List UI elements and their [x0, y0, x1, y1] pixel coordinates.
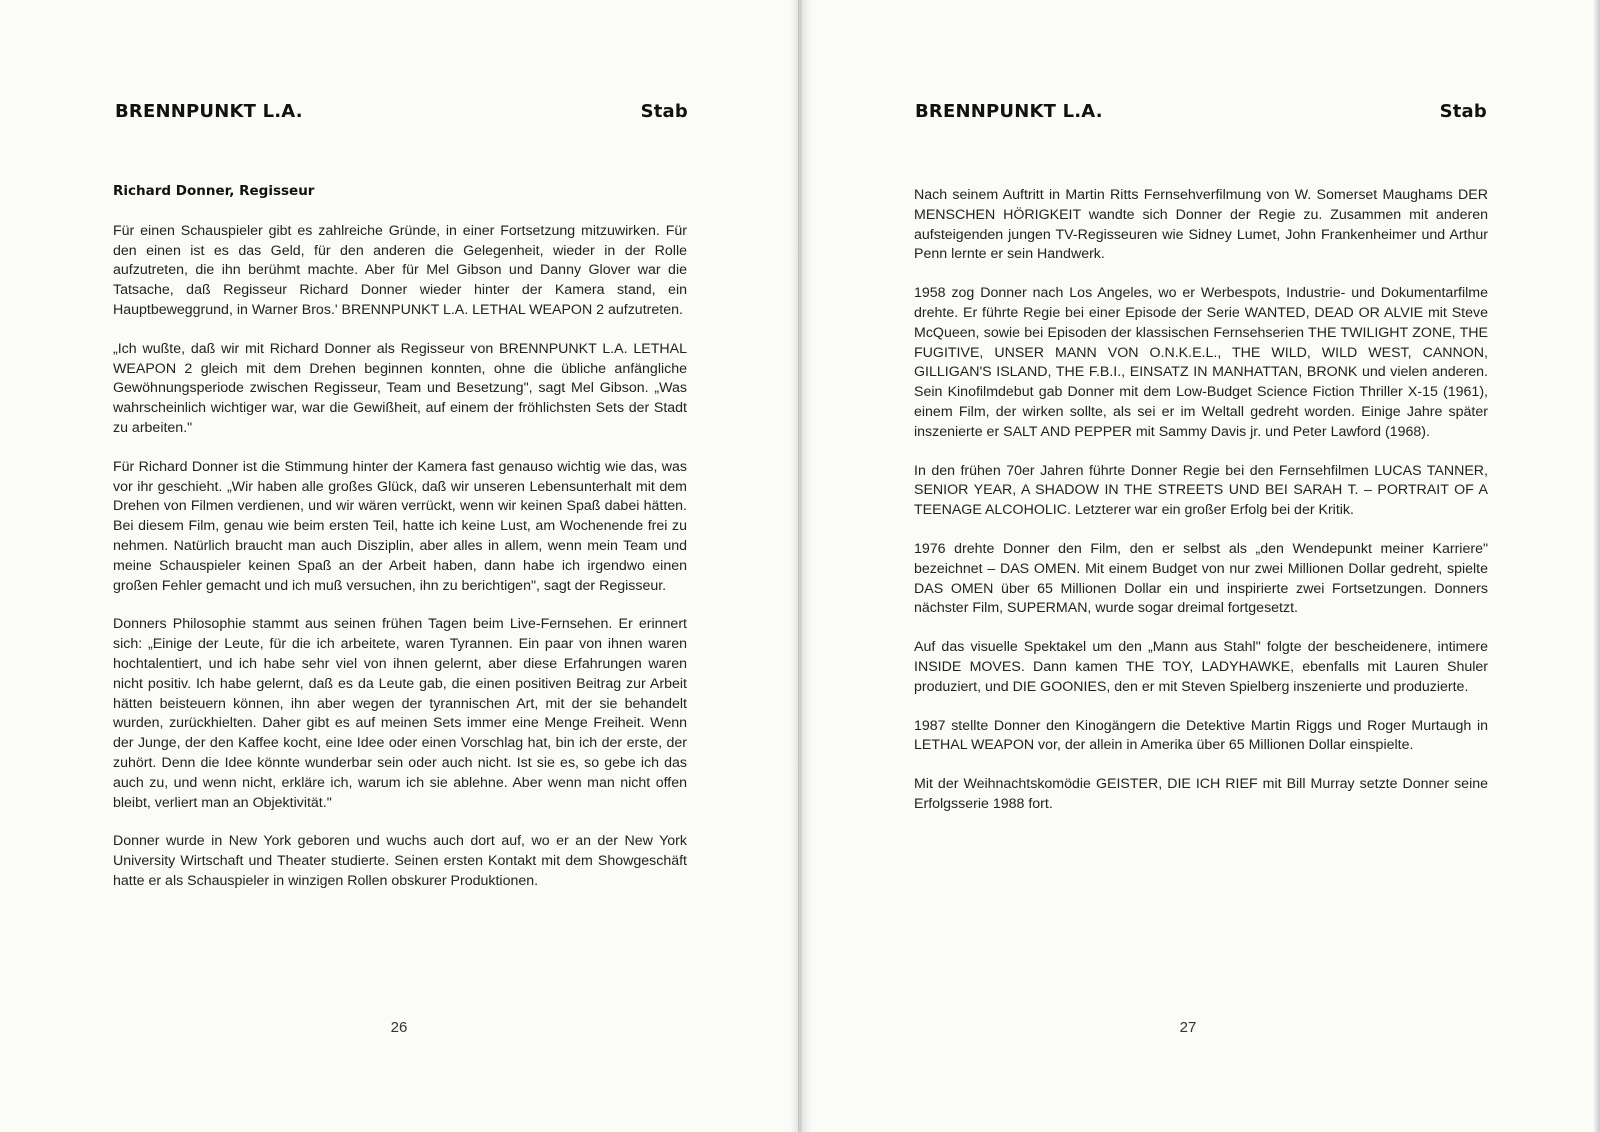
right-page — [801, 0, 1600, 1132]
header-title: BRENNPUNKT L.A. — [115, 101, 303, 122]
paragraph: Mit der Weihnachtskomödie GEISTER, DIE ICH RIEF mit Bill Murray setzte Donner seine Erfolgsserie 1988 fort. — [914, 776, 1488, 812]
paragraph: Für einen Schauspieler gibt es zahlreiche Gründe, in einer Fortsetzung mitzuwirken. Für den einen ist es das Geld, für den anderen die Gelegenheit, wieder in der Rolle aufzutreten, die ihn berühmt machte. Aber für Mel Gibson und Danny Glover war die Tatsache, daß Regisseur Richard Donner wieder hinter der Kamera stand, ein Hauptbeweggrund, in Warner Bros.' BRENNPUNKT L.A. LETHAL WEAPON 2 aufzutreten. — [113, 222, 687, 318]
paragraph: 1987 stellte Donner den Kinogängern die Detektive Martin Riggs und Roger Murtaugh in LETHAL WEAPON vor, der allein in Amerika über 65 Millionen Dollar einspielte. — [914, 717, 1488, 754]
header-title: BRENNPUNKT L.A. — [915, 101, 1103, 122]
paragraph: Donners Philosophie stammt aus seinen frühen Tagen beim Live-Fernsehen. Er erinnert sich: „Einige der Leute, für die ich arbeitete, waren Tyrannen. Ein paar von ihnen waren hochtalentiert, und ich habe sehr viel von ihnen gelernt, aber diese Erfahrungen waren nicht positiv. Ich habe gelernt, daß es da Leute gab, die einen positiven Beitrag zur Arbeit hätten beisteuern können, ihn aber wegen der tyrannischen Art, mit der sie behandelt wurden, zurückhielten. Daher gibt es auf meinen Sets immer eine Menge Freiheit. Wenn der Junge, der den Kaffee kocht, eine Idee oder einen Vorschlag hat, bin ich der erste, der zuhört. Denn die Idee könnte wunderbar sein oder auch nicht. Ist sie es, so gebe ich das auch zu, und wenn nicht, erkläre ich, warum ich sie ablehne. Aber wenn man nicht offen bleibt, verliert man an Objektivität." — [113, 616, 687, 811]
paragraph: 1976 drehte Donner den Film, den er selbst als „den Wendepunkt meiner Karriere" bezeichnet – DAS OMEN. Mit einem Budget von nur zwei Millionen Dollar gedreht, spielte DAS OMEN über 65 Millionen Dollar ein und inspirierte zwei Fortsetzungen. Donners nächster Film, SUPERMAN, wurde sogar dreimal fortgesetzt. — [914, 540, 1488, 617]
page-header — [915, 101, 1487, 131]
page-number: 26 — [390, 1019, 408, 1036]
page-number: 27 — [1179, 1019, 1197, 1036]
paragraph: Nach seinem Auftritt in Martin Ritts Fernsehverfilmung von W. Somerset Maughams DER MENSCHEN HÖRIGKEIT wandte sich Donner der Regie zu. Zusammen mit anderen aufsteigenden jungen TV-Regisseuren wie Sidney Lumet, John Frankenheimer und Arthur Penn lernte er sein Handwerk. — [914, 187, 1488, 263]
book-gutter-shadow — [790, 0, 812, 1132]
left-page — [0, 0, 799, 1132]
paragraph: Donner wurde in New York geboren und wuchs auch dort auf, wo er an der New York University Wirtschaft und Theater studierte. Seinen ersten Kontakt mit dem Showgeschäft hatte er als Schauspieler in winzigen Rollen obskurer Produktionen. — [113, 833, 687, 889]
header-section: Stab — [1439, 101, 1487, 122]
article-body — [113, 182, 687, 911]
header-section: Stab — [640, 101, 688, 122]
paragraph: 1958 zog Donner nach Los Angeles, wo er Werbespots, Industrie- und Dokumentarfilme drehte. Er führte Regie bei einer Episode der Serie WANTED, DEAD OR ALVIE mit Steve McQueen, sowie bei Episoden der klassischen Fernsehserien THE TWILIGHT ZONE, THE FUGITIVE, UNSER MANN VON O.N.K.E.L., THE WILD, WILD WEST, CANNON, GILLIGAN'S ISLAND, THE F.B.I., EINSATZ IN MANHATTAN, BRONK und vielen anderen. Sein Kinofilmdebut gab Donner mit dem Low-Budget Science Fiction Thriller X-15 (1961), einem Film, der wirken sollte, als sei er im Weltall gedreht worden. Einige Jahre später inszenierte er SALT AND PEPPER mit Sammy Davis jr. und Peter Lawford (1968). — [914, 285, 1488, 440]
section-heading: Richard Donner, Regisseur — [113, 183, 315, 199]
paragraph: „Ich wußte, daß wir mit Richard Donner als Regisseur von BRENNPUNKT L.A. LETHAL WEAPON 2 gleich mit dem Drehen beginnen konnten, ohne die übliche anfängliche Gewöhnungsperiode zwischen Regisseur, Team und Besetzung", sagt Mel Gibson. „Was wahrscheinlich wichtiger war, war die Gewißheit, auf einem der fröhlichsten Sets der Stadt zu arbeiten." — [113, 340, 687, 436]
paragraph: Für Richard Donner ist die Stimmung hinter der Kamera fast genauso wichtig wie das, was vor ihr geschieht. „Wir haben alle großes Glück, daß wir unseren Lebensunterhalt mit dem Drehen von Filmen verdienen, und wir wären verrückt, wenn wir keinen Spaß dabei hätten. Bei diesem Film, genau wie beim ersten Teil, hatte ich keine Lust, am Wochenende frei zu nehmen. Natürlich braucht man auch Disziplin, aber alles in allem, wenn mein Team und meine Schauspieler keinen Spaß an der Arbeit haben, dann habe ich irgendwo einen großen Fehler gemacht und ich muß versuchen, ihn zu berichtigen", sagt der Regisseur. — [113, 458, 687, 594]
paragraph: In den frühen 70er Jahren führte Donner Regie bei den Fernsehfilmen LUCAS TANNER, SENIOR YEAR, A SHADOW IN THE STREETS UND BEI SARAH T. – PORTRAIT OF A TEENAGE ALCOHOLIC. Letzterer war ein großer Erfolg bei der Kritik. — [914, 462, 1488, 519]
paragraph: Auf das visuelle Spektakel um den „Mann aus Stahl" folgte der bescheidenere, intimere INSIDE MOVES. Dann kamen THE TOY, LADYHAWKE, ebenfalls mit Lauren Shuler produziert, und DIE GOONIES, den er mit Steven Spielberg inszenierte und produzierte. — [914, 639, 1488, 695]
page-header — [115, 101, 688, 131]
article-body — [914, 186, 1488, 834]
page-edge — [1594, 0, 1600, 1132]
